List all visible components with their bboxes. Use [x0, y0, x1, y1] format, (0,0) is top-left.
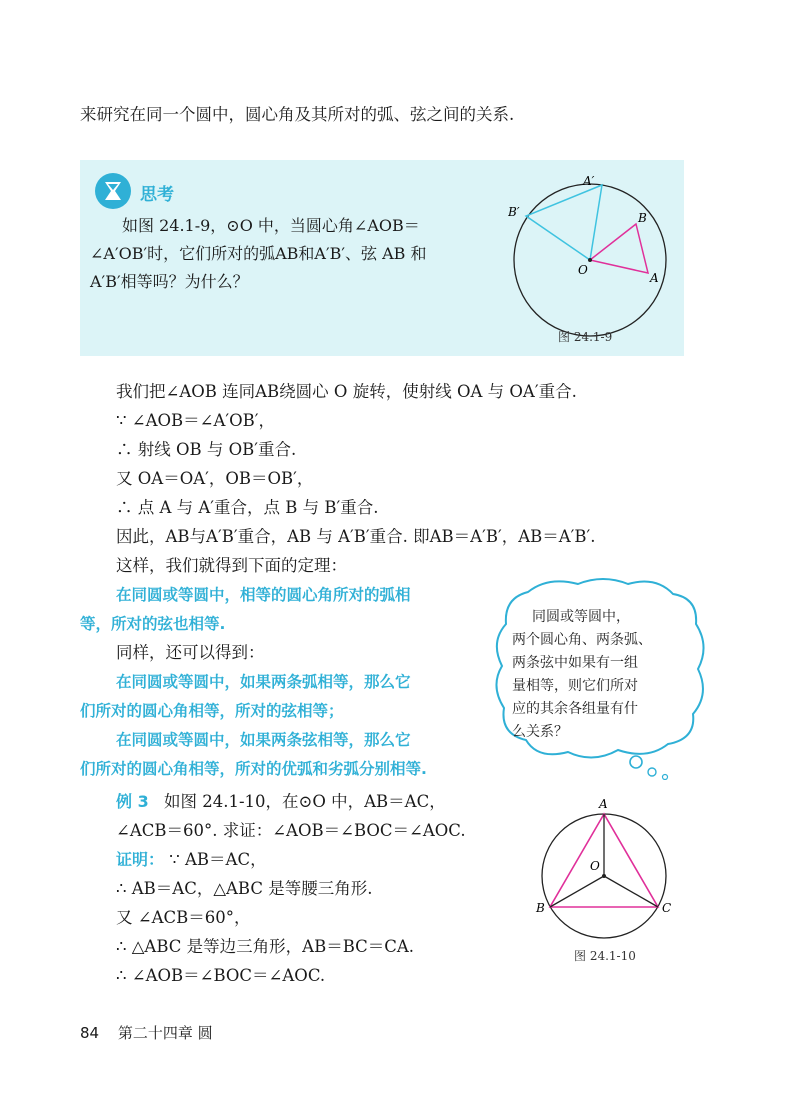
point-b: B: [638, 211, 647, 225]
proof1-line-5: ∴ 点 A 与 A′重合，点 B 与 B′重合.: [116, 498, 379, 517]
same-text: 同样，还可以得到：: [116, 643, 265, 662]
theorem1-line-1: 在同圆或等圆中，相等的圆心角所对的弧相: [116, 586, 411, 604]
think-label: 思考: [140, 185, 174, 205]
point-c-10: C: [662, 901, 672, 915]
cloud-line-3: 两条弦中如果有一组: [512, 655, 638, 671]
think-line-2: ∠A′OB′时，它们所对的弧AB和A′B′、弦 AB 和: [90, 244, 427, 263]
page-number: 84: [80, 1024, 100, 1042]
cloud-line-2: 两个圆心角、两条弧、: [512, 632, 652, 648]
theorem3-line-1: 在同圆或等圆中，如果两条弦相等，那么它: [116, 731, 411, 749]
point-b-10: B: [536, 901, 545, 915]
point-a-prime: A′: [583, 174, 595, 188]
theorem3-line-2: 们所对的圆心角相等，所对的优弧和劣弧分别相等.: [80, 760, 427, 778]
proof-label: 证明：: [116, 850, 165, 869]
point-a: A: [650, 271, 659, 285]
page-footer: [80, 1022, 213, 1043]
proof2-line-5: ∴ ∠AOB＝∠BOC＝∠AOC.: [116, 966, 326, 985]
think-line-3: A′B′相等吗？为什么？: [90, 272, 249, 291]
example-statement-1: 如图 24.1-10，在⊙O 中，AB＝AC，: [163, 792, 446, 811]
figure-caption-10: 图 24.1-10: [574, 949, 636, 963]
proof2-line-1: [116, 849, 267, 871]
chapter-title: 第二十四章 圆: [117, 1024, 213, 1042]
example-label: 例 3: [116, 792, 149, 811]
theorem2-line-2: 们所对的圆心角相等，所对的弦相等；: [80, 702, 344, 720]
proof2-line-3: 又 ∠ACB＝60°，: [116, 908, 251, 927]
figure-24-1-10: [532, 796, 680, 942]
proof1-line-4: 又 OA＝OA′，OB＝OB′，: [116, 469, 314, 488]
point-b-prime: B′: [508, 205, 520, 219]
proof1-line-7: 这样，我们就得到下面的定理：: [116, 556, 347, 575]
example-line-2: ∠ACB＝60°. 求证：∠AOB＝∠BOC＝∠AOC.: [116, 821, 466, 840]
figure-24-1-9: [508, 174, 678, 344]
think-icon: [94, 172, 132, 210]
proof2-line-2: ∴ AB＝AC，△ABC 是等腰三角形.: [116, 879, 373, 898]
cloud-line-1: 同圆或等圆中，: [532, 609, 630, 625]
cloud-line-4: 量相等，则它们所对: [512, 678, 638, 694]
proof1-line-2: ∵ ∠AOB＝∠A′OB′，: [116, 411, 276, 430]
point-o-10: O: [590, 859, 600, 873]
proof1-line-1: 我们把∠AOB 连同AB绕圆心 O 旋转，使射线 OA 与 OA′重合.: [116, 382, 577, 401]
think-box: [80, 160, 684, 356]
theorem2-line-1: 在同圆或等圆中，如果两条弧相等，那么它: [116, 673, 411, 691]
proof2-first: ∵ AB＝AC，: [169, 850, 267, 869]
figure-caption-9: 图 24.1-9: [558, 330, 613, 344]
point-o: O: [578, 263, 588, 277]
cloud-line-5: 应的其余各组量有什: [512, 701, 638, 717]
point-a-10: A: [599, 797, 608, 811]
intro-text: 来研究在同一个圆中，圆心角及其所对的弧、弦之间的关系.: [80, 105, 515, 124]
proof2-line-4: ∴ △ABC 是等边三角形，AB＝BC＝CA.: [116, 937, 415, 956]
theorem1-line-2: 等，所对的弦也相等.: [80, 615, 226, 633]
cloud-line-6: 么关系？: [512, 724, 568, 740]
proof1-line-3: ∴ 射线 OB 与 OB′重合.: [116, 440, 297, 459]
think-line-1: 如图 24.1-9，⊙O 中，当圆心角∠AOB＝: [122, 216, 420, 235]
example-line-1: [116, 791, 446, 813]
proof1-line-6: 因此，AB与A′B′重合，AB 与 A′B′重合. 即AB＝A′B′，AB＝A′B′.: [116, 527, 596, 546]
